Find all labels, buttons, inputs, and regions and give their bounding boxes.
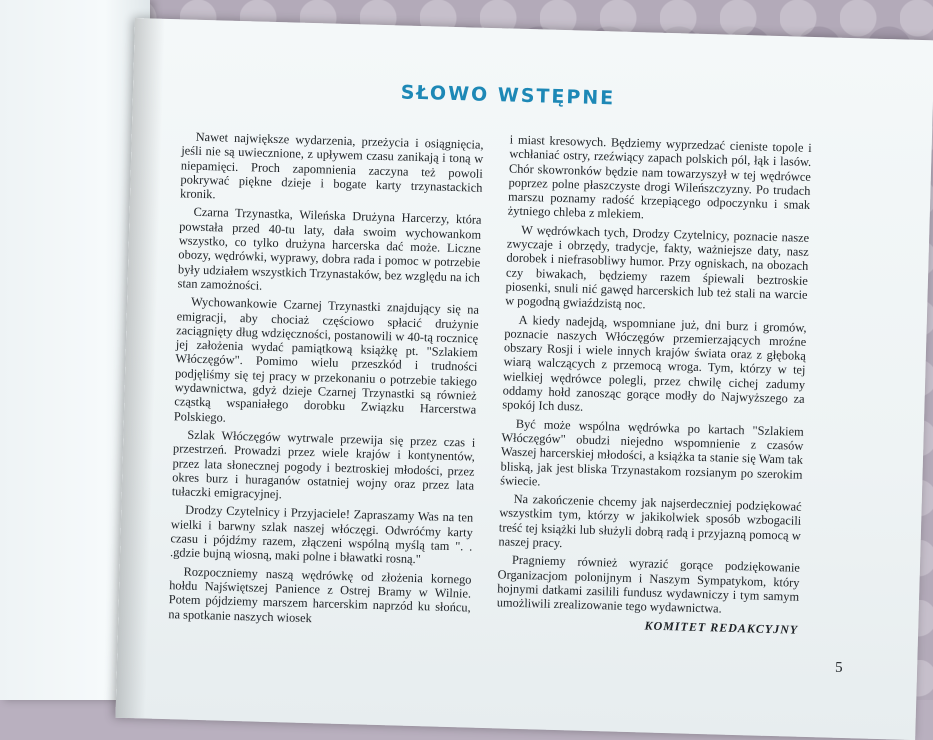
page-number: 5	[834, 659, 843, 677]
page-title: SŁOWO WSTĘPNE	[400, 81, 616, 110]
paragraph: Czarna Trzynastka, Wileńska Drużyna Harcerzy, która powstała przed 40-tu laty, dała swoim wychowankom wszystko, co tylko drużyna harcerska dać może. Liczne obozy, wędrówki, wyprawy, dobra rada i pomoc w potrzebie były udziałem wszystkich Trzynastaków, bez względu na ich stan zamożności.	[177, 205, 482, 293]
left-text-column	[168, 129, 484, 633]
book-page	[115, 18, 933, 740]
paragraph: Pragniemy również wyrazić gorące podziękowanie Organizacjom polonijnym i Naszym Sympatykom, który hojnymi datkami zasilili fundusz wydawniczy i tym samym umożliwili zrealizowanie tego wydawnictwa.	[496, 553, 801, 616]
signature: KOMITET REDAKCYJNY	[644, 617, 799, 637]
paragraph: W wędrówkach tych, Drodzy Czytelnicy, poznacie nasze zwyczaje i obrzędy, tradycje, fakty, ważniejsze daty, nasz dorobek i niefrasobliwy humor. Przy ogniskach, na obozach czy biwakach, będziemy razem śpiewali beztroskie piosenki, snuli nić gawęd harcerskich lub też stali na warcie w pogodną gwiaździstą noc.	[505, 222, 810, 312]
paragraph: Rozpoczniemy naszą wędrówkę od złożenia kornego hołdu Najświętszej Panience z Ostrej Bramy w Wilnie. Potem pójdziemy marszem harcerskim naprzód ku słońcu, na spotkanie naszych wiosek	[168, 564, 472, 625]
paragraph: Nawet największe wydarzenia, przeżycia i osiągnięcia, jeśli nie są uwiecznione, z upływem czasu zanikają i toną w niepamięci. Proch zapomnienia zaczyna też powoli pokrywać piękne dzieje i bogate karty trzynastackich kronik.	[179, 129, 484, 202]
paragraph: i miast kresowych. Będziemy wyprzedzać cieniste topole i wchłaniać ostry, rzeźwiący zapach polskich pól, łąk i lasów. Chór skowronków będzie nam towarzyszył w tej wędrówce poprzez polne płaszczyste drogi Wileńszczyzny. Po trudach marszu poznamy radość krzepiącego odpoczynku i smak żytniego chleba z mlekiem.	[507, 132, 812, 222]
paragraph: Wychowankowie Czarnej Trzynastki znajdujący się na emigracji, aby chociaż częściowo spłacić drużynie zaciągnięty dług wdzięczności, postanowili w 40-tą rocznicę jej założenia wydać pamiątkową książkę pt. "Szlakiem Włóczęgów". Pomimo wielu przeszkód i trudności podjęliśmy się tej pracy w przekonaniu o potrzebie takiego wydawnictwa, gdyż dzieje Czarnej Trzynastki są również cząstką wspaniałego dorobku Związku Harcerstwa Polskiego.	[173, 294, 480, 425]
right-text-column	[496, 133, 812, 637]
paragraph: A kiedy nadejdą, wspomniane już, dni burz i gromów, poznacie naszych Włóczęgów przemierzających mroźne obszary Rosji i wiele innych krajów świata oraz z głęboką wiarą walczących z przemocą wroga. Tym, którzy w tej wielkiej wędrówce polegli, przez chwilę cichej zadumy oddamy hołd zanosząc gorące modły do Najwyższego za spokój Ich dusz.	[502, 312, 807, 415]
paragraph: Szlak Włóczęgów wytrwale przewija się przez czas i przestrzeń. Prowadzi przez wiele krajów i kontynentów, przez lata słonecznej pogody i beztroskiej młodości, przez okres burz i huraganów ostatniej wojny oraz przez lata tułaczki emigracyjnej.	[171, 427, 476, 502]
paragraph: Być może wspólna wędrówka po kartach "Szlakiem Włóczęgów" obudzi niejedno wspomnienie z czasów Waszej harcerskiej młodości, a książka ta stanie się Wam tak bliską, jak jest bliska Trzynastakom rozsianym po szerokim świecie.	[500, 416, 804, 489]
paragraph: Na zakończenie chcemy jak najserdeczniej podziękować wszystkim tym, którzy w jakikolwiek sposób wzbogacili treść tej książki lub służyli dobrą radą i przyjazną pomocą w naszej pracy.	[498, 491, 802, 551]
paragraph: Drodzy Czytelnicy i Przyjaciele! Zapraszamy Was na ten wielki i barwny szlak naszej włóczęgi. Odwróćmy karty czasu i pójdźmy razem, złączeni wspólną myślą tam ". . .gdzie bujną wiosną, maki polne i bławatki rosną."	[169, 503, 474, 567]
